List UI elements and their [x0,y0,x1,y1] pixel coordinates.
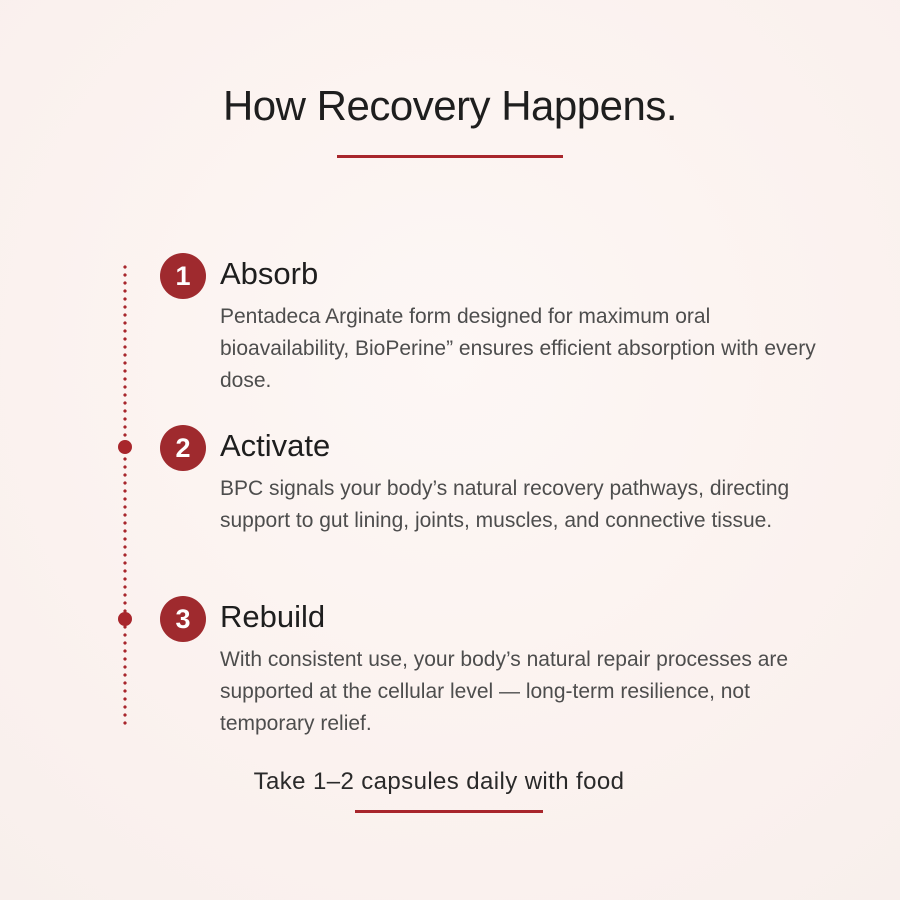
timeline-dot-step-3 [118,612,132,626]
dosage-underline [355,810,543,813]
step-number-badge: 3 [160,596,206,642]
dosage-instruction: Take 1–2 capsules daily with food [253,768,625,795]
step-title: Rebuild [220,599,326,634]
page-title: How Recovery Happens. [222,82,678,129]
step-description: BPC signals your body’s natural recovery pathways, directing support to gut lining, joints, muscles, and connective tissue. [220,477,790,532]
step-number-badge: 1 [160,253,206,299]
step-description: Pentadeca Arginate form designed for maximum oral bioavailability, BioPerine” ensures efficient absorption with every dose. [220,305,816,392]
step-description: With consistent use, your body’s natural repair processes are supported at the cellular level — long-term resilience, not temporary relief. [220,648,789,735]
timeline-dotted-line [123,263,127,725]
step-number-badge: 2 [160,425,206,471]
step-title: Absorb [220,256,319,291]
timeline-dot-step-2 [118,440,132,454]
step-title: Activate [220,428,331,463]
title-underline [337,155,563,158]
